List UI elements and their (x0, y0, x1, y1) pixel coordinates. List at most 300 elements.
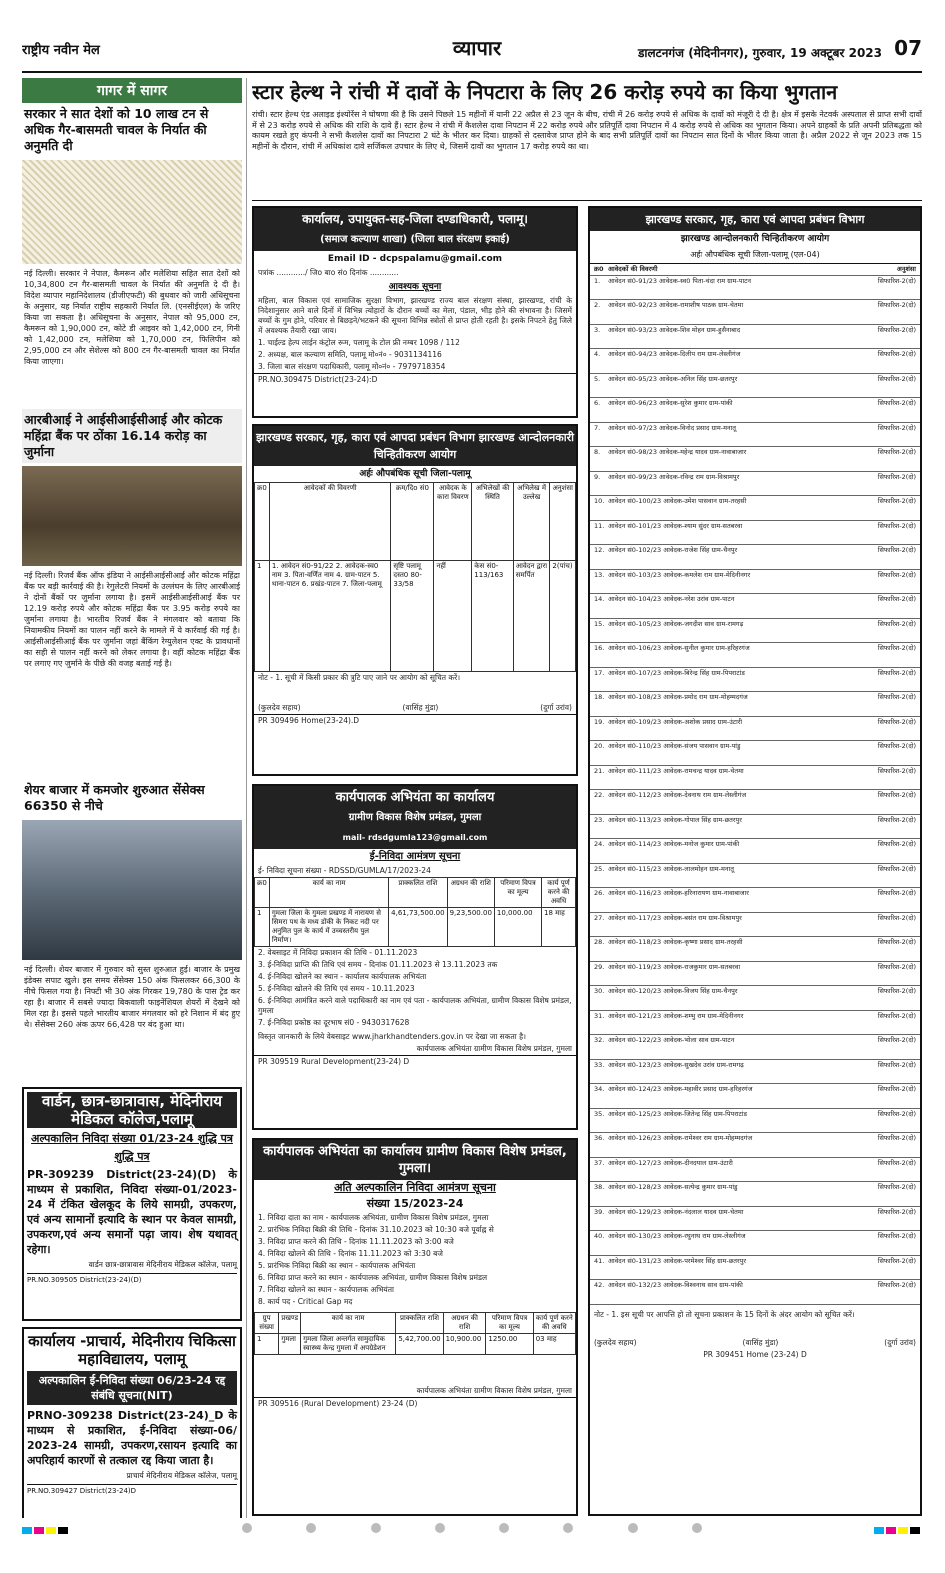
list-cell: आवेदन सं0-91/23 आवेदक-स्व0 पिता-चंदा राम ग्राम-पाटन (608, 276, 752, 285)
registration-dot (242, 1523, 252, 1533)
ad-title: झारखण्ड सरकार, गृह, कारा एवं आपदा प्रबंधन विभाग झारखण्ड आन्दोलनकारी चिन्हितीकरण आयोग (254, 426, 576, 466)
table-cell: नहीं (434, 560, 472, 671)
story-body: नई दिल्ली। सरकार ने नेपाल, कैमरून और मलेशिया सहित सात देशों को 10,34,800 टन गैर-बासमती चावल के निर्यात की अनुमति दे दी है। विदेश व्यापार महानिदेशालय (डीजीएफटी) की बुधवार को जारी अधिसूचना के अनुसार, यह निर्यात राष्ट्रीय सहकारी निर्यात लि. (एनसीईएल) के जरिए किया जा सकता है। अधिसूचना के अनुसार, नेपाल को 95,000 टन, कैमरून को 1,90,000 टन, कोटे डी आइवर को 1,42,000 टन, गिनी को 1,42,000 टन, मलेशिया को 1,70,000 टन, फिलिपीन को 2,95,000 टन और सेशेल्स को 800 टन गैर-बासमती चावल का निर्यात किया जाएगा। (24, 269, 240, 366)
list-item (590, 668, 920, 693)
list-cell: 21. (594, 766, 605, 775)
list-cell: सिफारिश-2(दो) (877, 570, 916, 579)
black-swatch (58, 1527, 68, 1534)
ad-rural-dev-etender (252, 784, 578, 1130)
story-rice (22, 103, 242, 409)
list-cell: आवेदन सं0-97/23 आवेदक-विनोद प्रसाद ग्राम-मनातू (608, 423, 736, 432)
list-item (590, 692, 920, 717)
list-cell: 9. (594, 472, 601, 481)
list-cell: 41. (594, 1256, 605, 1265)
list-cell: सिफारिश-2(दो) (877, 472, 916, 481)
list-cell: सिफारिश-2(दो) (877, 521, 916, 530)
list-cell: आवेदन सं0-122/23 आवेदक-भोला साव ग्राम-पाटन (608, 1036, 735, 1044)
table-cell: 18 माह (541, 908, 575, 947)
list-item (590, 937, 920, 962)
list-item (590, 423, 920, 448)
col-header: क्रम/दिo सं0 (391, 483, 434, 561)
signature: (कुलदेव सहाय) (258, 703, 301, 712)
list-cell: सिफारिश-2(दो) (877, 1036, 916, 1044)
list-cell: आवेदन सं0-96/23 आवेदक-सुरेश कुमार ग्राम-पांकी (608, 399, 733, 407)
ad-title: कार्यपालक अभियंता का कार्यालय (254, 786, 576, 809)
list-item (590, 864, 920, 889)
list-cell: आवेदन सं0-102/23 आवेदक-राजेश सिंह ग्राम-चैनपुर (608, 546, 738, 554)
list-item (590, 472, 920, 497)
table-cell: 10,900.00 (443, 1334, 486, 1355)
table-cell: 1250.00 (486, 1334, 533, 1355)
ad-title: कार्यपालक अभियंता का कार्यालय ग्रामीण विकास विशेष प्रमंडल, गुमला। (254, 1140, 576, 1180)
list-cell: 12. (594, 546, 605, 554)
ad-subtitle: झारखण्ड आन्दोलनकारी चिन्हितीकरण आयोग (680, 234, 830, 244)
col-header: ग्रुप संख्या (255, 1313, 279, 1334)
ad-item: 7. निविदा खोलने का स्थान - कार्यपालक अभियंता (258, 1285, 394, 1294)
rbi-photo (22, 466, 242, 566)
list-cell: आवेदन सं0-121/23 आवेदक-शम्भु राम ग्राम-मेदिनीनगर (608, 1011, 744, 1020)
col-header: प्राक्कलित राशि (396, 1313, 443, 1334)
masthead (22, 34, 922, 70)
list-cell: सिफारिश-2(दो) (877, 1109, 916, 1118)
masthead-rule (22, 71, 922, 73)
list-item (590, 790, 920, 815)
table-row (255, 1334, 576, 1355)
table-cell: केस सं0-113/163 (472, 560, 513, 671)
list-cell: सिफारिश-2(दो) (877, 766, 916, 775)
list-item (590, 1231, 920, 1256)
list-cell: 27. (594, 913, 605, 922)
list-cell: सिफारिश-2(दो) (877, 987, 916, 995)
col-header: कार्य पूर्ण करने की अवधि (533, 1313, 575, 1334)
list-cell: 19. (594, 717, 605, 726)
ad-pr-number: PR 309496 Home(23-24).D (254, 714, 576, 727)
ad-item: 4. निविदा खोलने की तिथि - दिनांक 11.11.2023 को 3:30 बजे (258, 1249, 443, 1258)
ad-dc-palamu (252, 206, 578, 418)
list-cell: सिफारिश-2(दो) (877, 1060, 916, 1069)
list-cell: सिफारिश-2(दो) (877, 717, 916, 726)
list-cell: सिफारिश-2(दो) (877, 1281, 916, 1289)
bse-photo (22, 820, 242, 960)
ad-item: 5. ई-निविदा खोलने की तिथि एवं समय - 10.11.2023 (258, 984, 415, 993)
story-body: नई दिल्ली। शेयर बाजार में गुरुवार को सुस्त शुरुआत हुई। बाजार के प्रमुख इंडेक्स सपाट खुले। इस समय सेंसेक्स 150 अंक फिसलकर 66,300 के नीचे फिसल गया है। निफ्टी भी 30 अंक गिरकर 19,780 के पास ट्रेड कर रहा है। बाजार में सबसे ज्यादा बिकवाली फाइनेंशियल शेयरों में देखने को मिल रहा है। इससे पहले भारतीय बाजार मंगलवार को हरे निशान में बंद हुए थे। सेंसेक्स 260 अंक ऊपर 66,428 पर बंद हुआ था। (24, 965, 240, 1029)
list-cell: 33. (594, 1060, 605, 1069)
list-cell: सिफारिश-2(दो) (877, 962, 916, 971)
ad-item: 6. ई-निविदा आमंत्रित करने वाले पदाधिकारी का नाम एवं पता - कार्यपालक अभियंता, ग्रामीण विकास विशेष प्रमंडल, गुमला (258, 996, 572, 1015)
rice-photo (22, 160, 242, 264)
print-registration-bar (22, 1522, 922, 1534)
list-item (590, 1011, 920, 1036)
list-cell: 25. (594, 864, 605, 873)
list-item (590, 276, 920, 301)
list-cell: सिफारिश-2(दो) (877, 644, 916, 652)
section-title: व्यापार (452, 36, 502, 60)
list-item (590, 398, 920, 423)
list-cell: सिफारिश-2(दो) (877, 423, 916, 432)
col-header: परिमाण विपत्र का मूल्य (486, 1313, 533, 1334)
list-cell: 4. (594, 350, 601, 358)
ad-notice: ई-निविदा आमंत्रण सूचना (369, 851, 461, 862)
story-headline: शेयर बाजार में कमजोर शुरुआत सेंसेक्स 66350 से नीचे (24, 782, 205, 813)
list-cell: आवेदन सं0-128/23 आवेदक-सत्येन्द्र कुमार ग्राम-पांडु (608, 1183, 738, 1191)
col-header: अग्रधन की राशि (443, 1313, 486, 1334)
ad-signature: कार्यपालक अभियंता ग्रामीण विकास विशेष प्रमंडल, गुमला (416, 1386, 572, 1395)
table-cell: गुमला जिला अन्तर्गत सामुदायिक स्वास्थ्य केन्द्र गुमला में अपग्रेडेशन (301, 1334, 396, 1355)
list-item (590, 717, 920, 742)
cyan-swatch (874, 1527, 884, 1534)
list-item (590, 643, 920, 668)
ad-item: 8. कार्य पद - Critical Gap मद (258, 1297, 353, 1306)
table-header-row (255, 1313, 576, 1334)
ad-rural-dev-short-tender (252, 1138, 578, 1516)
ad-pr-number: PR.NO.309475 District(23-24):D (254, 373, 576, 386)
ad-website-note: विस्तृत जानकारी के लिये वेबसाइट www.jharkhandtenders.gov.in पर देखा जा सकता है। (258, 1032, 526, 1041)
story-headline: आरबीआई ने आईसीआईसीआई और कोटक महिंद्रा बैंक पर ठोंका 16.14 करोड़ का जुर्माना (22, 409, 242, 463)
list-cell: सिफारिश-2(दो) (877, 889, 916, 897)
ad-subtitle: अल्पकालिन निविदा संख्या 01/23-24 शुद्धि पत्र (31, 1132, 233, 1145)
list-cell: 10. (594, 497, 605, 505)
list-item (590, 1207, 920, 1232)
list-cell: आवेदन सं0-113/23 आवेदक-गोपाल सिंह ग्राम-छतरपुर (608, 815, 742, 824)
list-cell: आवेदन सं0-107/23 आवेदक-बिरेन्द्र सिंह ग्राम-पिपराटांड (608, 668, 745, 677)
ad-note: नोट - 1. सूची में किसी प्रकार की त्रुटि पाए जाने पर आयोग को सूचित करें। (258, 673, 461, 682)
list-cell: आवेदन सं0-124/23 आवेदक-महावीर प्रसाद ग्राम-हरिहरगंज (608, 1085, 753, 1093)
ad-pr-number: PR 309451 Home (23-24) D (703, 1349, 807, 1359)
list-cell: आवेदन सं0-125/23 आवेदक-जितेन्द्र सिंह ग्राम-पिपराटांड (608, 1109, 747, 1118)
list-cell: आवेदन सं0-93/23 आवेदक-शिव मोहन ग्राम-हुसैनाबाद (608, 325, 741, 334)
ad-notice: आवश्यक सूचना (388, 282, 442, 292)
table-cell: 03 माह (533, 1334, 575, 1355)
ad-note: नोट - 1. इस सूची पर आपत्ति हो तो सूचना प्रकाशन के 15 दिनों के अंदर आयोग को सूचित करें। (594, 1309, 855, 1319)
list-cell: सिफारिश-2(दो) (877, 1256, 916, 1265)
list-item (590, 349, 920, 374)
list-cell: सिफारिश-2(दो) (877, 448, 916, 456)
list-cell: 14. (594, 595, 605, 603)
list-cell: आवेदन सं0-131/23 आवेदक-परमेश्वर सिंह ग्राम-छतरपुर (608, 1256, 747, 1265)
signature: (वासिंह मुंडा) (742, 1337, 779, 1347)
col-header: आवेदकों की विवरणी (269, 483, 391, 561)
ad-item: 5. प्रारंभिक निविदा बिक्री का स्थान - कार्यपालक अभियंता (258, 1261, 416, 1270)
col-header: कार्य का नाम (301, 1313, 396, 1334)
ad-pr-number: PR 309516 (Rural Development) 23-24 (D) (254, 1397, 576, 1410)
list-cell: आवेदन सं0-127/23 आवेदक-दीनदयाल ग्राम-उंटारी (608, 1158, 733, 1167)
list-cell: 37. (594, 1158, 605, 1167)
table-cell: 1. आवेदन सं0-91/22 2. आवेदक-स्व0 नाम 3. पिता-वर्णित नाम 4. ग्राम-पाटन 5. थाना-पाटन 6. प्रखंड-पाटन 7. जिला-पलामू (269, 560, 391, 671)
col-header: अनुशंसा (550, 483, 576, 561)
list-cell: आवेदन सं0-99/23 आवेदक-रविन्द्र राम ग्राम-विश्रामपुर (608, 472, 740, 481)
brand-name: राष्ट्रीय नवीन मेल (22, 43, 100, 58)
list-item (590, 1109, 920, 1134)
list-cell: सिफारिश-2(दो) (877, 742, 916, 750)
ad-email: mail- rdsdgumla123@gmail.com (254, 829, 576, 849)
ad-title: झारखण्ड सरकार, गृह, कारा एवं आपदा प्रबंधन विभाग (590, 208, 920, 231)
ad-item: 3. निविदा प्राप्त करने की तिथि - दिनांक 11.11.2023 को 3:00 बजे (258, 1237, 454, 1246)
list-cell: 5. (594, 374, 601, 383)
ad-number: संख्या 15/2023-24 (366, 1197, 464, 1210)
table-cell: 9,23,500.00 (447, 908, 494, 947)
right-swatches (874, 1522, 922, 1534)
list-item (590, 1035, 920, 1060)
list-cell: सिफारिश-2(दो) (877, 1011, 916, 1020)
tender-table (254, 877, 576, 947)
table-header-row (255, 878, 576, 908)
applicant-table (254, 482, 576, 672)
list-cell: आवेदन सं0-106/23 आवेदक-सुनील कुमार ग्राम-हरिहरगंज (608, 644, 750, 652)
ad-item: 2. अध्यक्ष, बाल कल्याण समिति, पलामू मो०नं० - 9031134116 (258, 350, 442, 359)
list-cell: सिफारिश-2(दो) (877, 791, 916, 799)
ad-notice: अति अल्पकालिन निविदा आमंत्रण सूचना (334, 1181, 496, 1194)
list-cell: 42. (594, 1281, 605, 1289)
list-cell: सिफारिश-2(दो) (877, 619, 916, 628)
signature: (कुलदेव सहाय) (594, 1337, 637, 1347)
list-cell: सिफारिश-2(दो) (877, 301, 916, 309)
list-cell: आवेदन सं0-110/23 आवेदक-संजय पासवान ग्राम-पांडु (608, 742, 741, 750)
list-item (590, 325, 920, 350)
registration-dot (371, 1523, 381, 1533)
list-cell: 22. (594, 791, 605, 799)
table-cell: 1 (255, 908, 270, 947)
registration-dot (306, 1523, 316, 1533)
list-cell: आवेदन सं0-117/23 आवेदक-बसंत राम ग्राम-विश्रामपुर (608, 913, 742, 922)
main-headline: स्टार हेल्थ ने रांची में दावों के निपटारा के लिए 26 करोड़ रुपये का किया भुगतान (252, 80, 838, 104)
ad-item: 1. चाईल्ड हेल्प लाईन कंट्रोल रूम, पलामू के टोल फ्री नम्बर 1098 / 112 (258, 338, 460, 347)
list-cell: 39. (594, 1207, 605, 1216)
ad-signature: कार्यपालक अभियंता ग्रामीण विकास विशेष प्रमंडल, गुमला (416, 1044, 572, 1053)
list-cell: 16. (594, 644, 605, 652)
list-cell: सिफारिश-2(दो) (877, 497, 916, 505)
list-cell: आवेदन सं0-115/23 आवेदक-लालमोहन ग्राम-मनातू (608, 864, 734, 873)
cyan-swatch (22, 1527, 32, 1534)
ad-item: 1. निविदा दाता का नाम - कार्यपालक अभियंता, ग्रामीण विकास विशेष प्रमंडल, गुमला (258, 1213, 489, 1222)
list-cell: 32. (594, 1036, 605, 1044)
ad-title: कार्यालय, उपायुक्त-सह-जिला दण्डाधिकारी, पलामू। (254, 208, 576, 231)
registration-dot (563, 1523, 573, 1533)
list-item (590, 986, 920, 1011)
table-cell: 2(पांच) (550, 560, 576, 671)
ad-text: PRNO-309238 District(23-24)_D के माध्यम से प्रकाशित, ई-निविदा संख्या-06/ 2023-24 सामग्री, उपकरण,रसायन इत्यादि का अपरिहार्य कारणों से तत्काल रद्द किया जाता है। (27, 1409, 237, 1467)
col-header: कार्य का नाम (269, 878, 388, 908)
ad-title: कार्यालय -प्राचार्य, मेदिनीराय चिकित्सा महाविद्यालय, पलामू (28, 1332, 236, 1368)
list-cell: 8. (594, 448, 601, 456)
col-header: आवेदकों की विवरणी (608, 265, 658, 273)
list-cell: 11. (594, 521, 605, 530)
table-cell: 4,61,73,500.00 (389, 908, 447, 947)
registration-dot (499, 1523, 509, 1533)
list-cell: 13. (594, 570, 605, 579)
list-item (590, 1133, 920, 1158)
signature: (वासिंह मुंडा) (402, 703, 439, 712)
ad-item: 6. निविदा प्राप्त करने का स्थान - कार्यपालक अभियंता, ग्रामीण विकास विशेष प्रमंडल (258, 1273, 488, 1282)
table-cell: 1 (255, 1334, 279, 1355)
list-item (590, 913, 920, 938)
table-cell: गुमला (279, 1334, 301, 1355)
list-cell: 29. (594, 962, 605, 971)
main-story-body: रांची। स्टार हेल्थ एंड अलाइड इंश्योरेंस ने घोषणा की है कि उसने पिछले 15 महीनों में यानी 22 अप्रैल से 23 जून के बीच, रांची में 26 करोड़ रुपये से अधिक के दावों को मंजूरी दे दी है। क्षेत्र में इसके नेटवर्क अस्पताल से प्राप्त सभी दावों में से 23 करोड़ रुपये से अधिक की राशि के दावे हैं। स्टार हेल्थ ने रांची में कैशलेस दावा निपटान में 22 करोड़ रुपये और प्रतिपूर्ति दावा निपटान में 4 करोड़ रुपये से अधिक का भुगतान किया। अपने ग्राहकों के प्रति अपनी प्रतिबद्धता को कायम रखते हुए कंपनी ने सभी कैशलेस दावों का निपटारा 2 घंटे के भीतर कर दिया। ग्राहकों से दस्तावेज प्राप्त होने के बाद सभी प्रतिपूर्ति दावों का निपटान सात दिनों के भीतर किया जाता है। अप्रैल 2022 से जून 2023 तक 15 महीनों के दौरान, रांची में अधिकांश दावे सर्जिकल उपचार के लिए थे, जिसमें दावों का भुगतान 17 करोड़ रुपये का था। (252, 110, 922, 151)
list-cell: 40. (594, 1232, 605, 1240)
story-sensex (22, 779, 242, 1081)
list-cell: 34. (594, 1085, 605, 1093)
ad-body: महिला, बाल विकास एवं सामाजिक सुरक्षा विभाग, झारखण्ड राज्य बाल संरक्षण संस्था, झारखण्ड, रांची के निदेशानुसार आने वाले दिनों में विभिन्न त्योहारों के दौरान बच्चों का मेला, पंडाल, भीड़ होने की संभावना है। जिसमें बच्चों के गुम होने, परिवार से बिछड़ने/भटकने की सूचना विभिन्न स्त्रोतों से प्राप्त होती रहती है। इसके निपटने हेतु जिले में अवश्यक तैयारी रखा जाय। (258, 296, 572, 335)
list-cell: 17. (594, 668, 605, 677)
list-cell: सिफारिश-2(दो) (877, 938, 916, 946)
list-cell: सिफारिश-2(दो) (877, 1134, 916, 1142)
list-item (590, 374, 920, 399)
registration-dot (692, 1523, 702, 1533)
ad-subtitle-2: अर्हः औपबंधिक सूची जिला-पलामू (एल-04) (690, 250, 820, 259)
col-header: परिमाण विपत्र का मूल्य (494, 878, 541, 908)
list-cell: आवेदन सं0-95/23 आवेदक-अनिल सिंह ग्राम-छतरपुर (608, 374, 738, 383)
ad-signature: वार्डन छात्र-छात्रावास मेदिनीराय मेडिकल कॉलेज, पलामू (88, 1260, 237, 1269)
list-item (590, 1182, 920, 1207)
list-cell: आवेदन सं0-104/23 आवेदक-नरेश उरांव ग्राम-पाटन (608, 595, 735, 603)
magenta-swatch (34, 1527, 44, 1534)
ad-ref: ई- निविदा सूचना संख्या - RDSSD/GUMLA/17/2023-24 (258, 866, 431, 875)
list-cell: 1. (594, 276, 601, 285)
list-cell: 38. (594, 1183, 605, 1191)
list-cell: सिफारिश-2(दो) (877, 374, 916, 383)
list-cell: आवेदन सं0-112/23 आवेदक-देवनाथ राम ग्राम-लेस्लीगंज (608, 791, 747, 799)
ad-item: 3. जिला बाल संरक्षण पदाधिकारी, पलामू मो०नं० - 7979718354 (258, 362, 446, 371)
list-cell: आवेदन सं0-118/23 आवेदक-कृष्णा प्रसाद ग्राम-तरहसी (608, 938, 743, 946)
col-header: अभिलेखों की स्थिति (472, 483, 513, 561)
section-banner: गागर में सागर (22, 78, 242, 103)
yellow-swatch (898, 1527, 908, 1534)
list-item (590, 741, 920, 766)
left-column (22, 78, 242, 1518)
list-item (590, 570, 920, 595)
ad-pr-number: PR.NO.309505 District(23-24)(D) (27, 1273, 237, 1284)
signatures (590, 1337, 920, 1349)
table-cell: 5,42,700.00 (396, 1334, 443, 1355)
list-cell: 30. (594, 987, 605, 995)
dateline: डालटनगंज (मेदिनीनगर), गुरुवार, 19 अक्टूबर 2023 (638, 46, 882, 60)
list-header (590, 263, 920, 276)
col-header: आवेदक के कारा विवरण (434, 483, 472, 561)
registration-dots (242, 1522, 702, 1534)
list-cell: 18. (594, 693, 605, 701)
col-header: अभिलेख में उल्लेख (513, 483, 550, 561)
signatures (254, 702, 576, 714)
list-cell: सिफारिश-2(दो) (877, 864, 916, 873)
list-cell: सिफारिश-2(दो) (877, 1085, 916, 1093)
list-cell: सिफारिश-2(दो) (877, 840, 916, 848)
signature: (दुर्गा उरांव) (540, 703, 572, 712)
col-header: क्र0 (594, 265, 604, 273)
ad-ref: पत्रांक ............/ जिo बाo संo दिनांक ............ (258, 268, 399, 277)
table-cell: सृष्टि पलामू दस्त0 80-33/58 (391, 560, 434, 671)
ad-home-dept-list-1 (252, 424, 578, 776)
table-cell: गुमला जिला के गुमला प्रखण्ड में नारायण से सिमरा पथ के मध्य डोंकी के निकट नदी पर अनुमित पुल के कार्य में उच्चस्तरीय पुल निर्माण। (269, 908, 388, 947)
ad-item: 7. ई-निविदा प्रकोष्ठ का दूरभाष सं0 - 9430317628 (258, 1018, 410, 1027)
list-cell: सिफारिश-2(दो) (877, 595, 916, 603)
list-cell: 3. (594, 325, 601, 334)
list-cell: 15. (594, 619, 605, 628)
list-cell: 2. (594, 301, 601, 309)
list-item (590, 888, 920, 913)
list-item (590, 1158, 920, 1183)
list-cell: आवेदन सं0-130/23 आवेदक-रघुनाथ राम ग्राम-लेस्लीगंज (608, 1232, 746, 1240)
list-cell: सिफारिश-2(दो) (877, 1207, 916, 1216)
ad-warden-corrigendum (22, 1087, 242, 1321)
ad-signature: प्राचार्य मेदिनीराय मेडिकल कॉलेज, पलामू (126, 1471, 237, 1480)
story-headline: सरकार ने सात देशों को 10 लाख टन से अधिक गैर-बासमती चावल के निर्यात की अनुमति दी (24, 106, 209, 153)
list-cell: सिफारिश-2(दो) (877, 815, 916, 824)
col-header: अग्रधन की राशि (447, 878, 494, 908)
col-header: कार्य पूर्ण करने की अवधि (541, 878, 575, 908)
yellow-swatch (46, 1527, 56, 1534)
magenta-swatch (886, 1527, 896, 1534)
list-cell: आवेदन सं0-98/23 आवेदक-महेन्द्र यादव ग्राम-नावाबाजार (608, 448, 747, 456)
ad-subtitle-2: शुद्धि पत्र (114, 1150, 150, 1163)
story-rule (252, 200, 922, 201)
list-cell: सिफारिश-2(दो) (877, 668, 916, 677)
list-cell: आवेदन सं0-109/23 आवेदक-अशोक प्रसाद ग्राम-उंटारी (608, 717, 743, 726)
registration-dot (435, 1523, 445, 1533)
ad-subtitle: ग्रामीण विकास विशेष प्रमंडल, गुमला (254, 809, 576, 829)
table-cell: 1 (255, 560, 270, 671)
list-cell: आवेदन सं0-119/23 आवेदक-राजकुमार ग्राम-सतबरवा (608, 962, 741, 971)
registration-dot (628, 1523, 638, 1533)
table-row (255, 560, 576, 671)
list-cell: सिफारिश-2(दो) (877, 276, 916, 285)
ad-home-dept-list-2 (588, 206, 922, 1516)
list-item (590, 545, 920, 570)
ad-text: PR-309239 District(23-24)(D) के माध्यम से प्रकाशित, निविदा संख्या-01/2023-24 में टंकित खेलकूद के लिये सामग्री, उपकरण, एवं अन्य सामानों इत्यादि के स्थान पर केवल सामग्री, उपकरण,एवं अन्य समानों पढ़ा जाय। शेष यथावत् रहेगा। (27, 1168, 237, 1256)
list-cell: आवेदन सं0-123/23 आवेदक-सुखदेव उरांव ग्राम-रामगढ़ (608, 1060, 744, 1069)
ad-pr-number: PR.NO.309427 District(23-24)D (27, 1484, 237, 1495)
list-cell: आवेदन सं0-114/23 आवेदक-मनोज कुमार ग्राम-पांकी (608, 840, 740, 848)
list-item (590, 300, 920, 325)
list-cell: सिफारिश-2(दो) (877, 350, 916, 358)
list-cell: आवेदन सं0-108/23 आवेदक-प्रमोद राम ग्राम-मोहम्मदगंज (608, 693, 748, 701)
story-body: नई दिल्ली। रिजर्व बैंक ऑफ इंडिया ने आईसीआईसीआई और कोटक महिंद्रा बैंक पर बड़ी कार्रवाई की है। रेगुलेटरी नियमों के उल्लंघन के लिए आरबीआई ने दोनों बैंकों पर जुर्माना लगाया है। इसमें आईसीआईसीआई बैंक पर 12.19 करोड़ रुपये और कोटक महिंद्रा बैंक पर 3.95 करोड़ रुपये का जुर्माना लगाया है। भारतीय रिजर्व बैंक ने मंगलवार को बताया कि नियामकीय नियमों का पालन नहीं करने के मामले में ये कार्रवाई की गई है। आईसीआईसीआई बैंक पर जुर्माना जहां बैंकिंग रेग्युलेशन एक्ट के प्रावधानों का सही से पालन नहीं करने को लेकर लगाया है। वहीं कोटक महिंद्रा बैंक पर लगाए गए जुर्माने के पीछे की वजह बताई गई है। (24, 571, 240, 668)
col-header: क्र0 (255, 878, 270, 908)
ad-title: वार्डन, छात्र-छात्रावास, मेदिनीराय मेडिकल कॉलेज,पलामू (27, 1092, 237, 1128)
list-cell: आवेदन सं0-101/23 आवेदक-श्याम सुंदर ग्राम-सतबरवा (608, 521, 743, 530)
list-cell: 23. (594, 815, 605, 824)
story-rbi (22, 409, 242, 779)
page-number: 07 (894, 36, 922, 60)
list-cell: 7. (594, 423, 601, 432)
list-cell: सिफारिश-2(दो) (877, 399, 916, 407)
ad-item: 4. ई-निविदा खोलने का स्थान - कार्यालय कार्यपालक अभियंता (258, 972, 427, 981)
list-item (590, 962, 920, 987)
ad-subtitle: अल्पकालिन ई-निविदा संख्या 06/23-24 रद्द संबंधि सूचना(NIT) (27, 1371, 237, 1405)
list-cell: आवेदन सं0-100/23 आवेदक-उमेश पासवान ग्राम-तरहसी (608, 497, 747, 505)
ad-item: 2. वेबसाइट में निविदा प्रकाशन की तिथि - 01.11.2023 (258, 948, 418, 957)
list-item (590, 1256, 920, 1281)
list-cell: 36. (594, 1134, 605, 1142)
list-cell: 35. (594, 1109, 605, 1118)
ad-subtitle: अर्हः औपबंधिक सूची जिला-पलामू (359, 469, 471, 479)
black-swatch (910, 1527, 920, 1534)
list-cell: आवेदन सं0-132/23 आवेदक-विश्वनाथ साव ग्राम-पांकी (608, 1281, 743, 1289)
list-cell: 6. (594, 399, 601, 407)
list-cell: सिफारिश-2(दो) (877, 1232, 916, 1240)
col-header: क्र0 (255, 483, 270, 561)
ad-principal-tender-cancel (22, 1327, 242, 1518)
column-divider (246, 78, 247, 1518)
list-cell: आवेदन सं0-92/23 आवेदक-रामाशीष पाठक ग्राम-चेतमा (608, 301, 744, 309)
signature: (दुर्गा उरांव) (884, 1337, 916, 1347)
list-cell: 20. (594, 742, 605, 750)
ad-subtitle: (समाज कल्याण शाखा) (जिला बाल संरक्षण इकाई) (254, 231, 576, 251)
list-item (590, 815, 920, 840)
list-cell: आवेदन सं0-120/23 आवेदक-विजय सिंह ग्राम-चैनपुर (608, 987, 738, 995)
list-cell: सिफारिश-2(दो) (877, 913, 916, 922)
table-header-row (255, 483, 576, 561)
list-cell: आवेदन सं0-126/23 आवेदक-रामेश्वर राम ग्राम-मोहम्मदगंज (608, 1134, 753, 1142)
